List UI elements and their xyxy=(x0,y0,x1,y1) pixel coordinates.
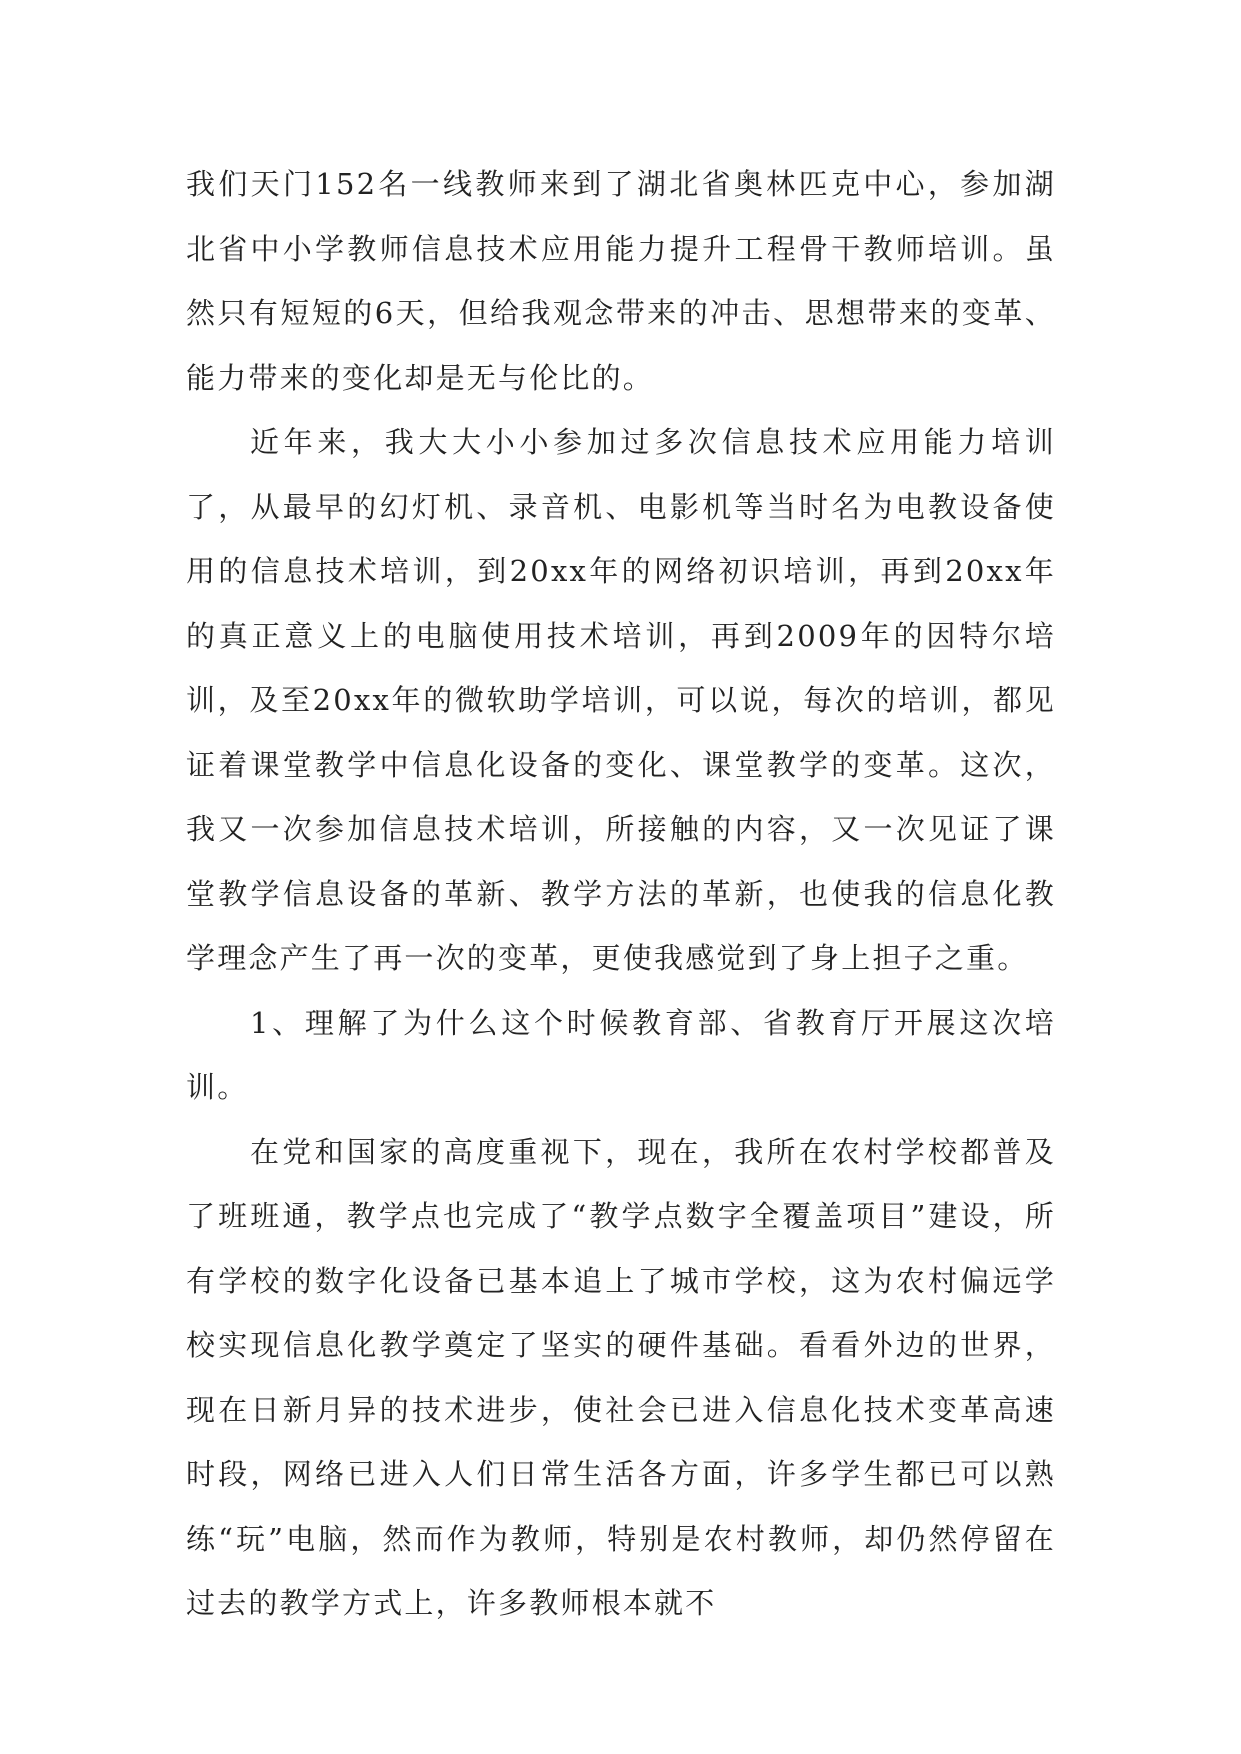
paragraph-2: 近年来，我大大小小参加过多次信息技术应用能力培训了，从最早的幻灯机、录音机、电影机等当时名为电教设备使用的信息技术培训，到20xx年的网络初识培训，再到20xx年的真正意义上的电脑使用技术培训，再到2009年的因特尔培训，及至20xx年的微软助学培训，可以说，每次的培训，都见证着课堂教学中信息化设备的变化、课堂教学的变革。这次，我又一次参加信息技术培训，所接触的内容，又一次见证了课堂教学信息设备的革新、教学方法的革新，也使我的信息化教学理念产生了再一次的变革，更使我感觉到了身上担子之重。 xyxy=(186,425,1056,975)
paragraph-3: 1、理解了为什么这个时候教育部、省教育厅开展这次培训。 xyxy=(186,1005,1056,1104)
paragraph-4: 在党和国家的高度重视下，现在，我所在农村学校都普及了班班通，教学点也完成了“教学点数字全覆盖项目”建设，所有学校的数字化设备已基本追上了城市学校，这为农村偏远学校实现信息化教学奠定了坚实的硬件基础。看看外边的世界，现在日新月异的技术进步，使社会已进入信息化技术变革高速时段，网络已进入人们日常生活各方面，许多学生都已可以熟练“玩”电脑，然而作为教师，特别是农村教师，却仍然停留在过去的教学方式上，许多教师根本就不 xyxy=(186,1134,1056,1620)
document-body xyxy=(186,152,1056,1636)
paragraph-1: 我们天门152名一线教师来到了湖北省奥林匹克中心，参加湖北省中小学教师信息技术应用能力提升工程骨干教师培训。虽然只有短短的6天，但给我观念带来的冲击、思想带来的变革、能力带来的变化却是无与伦比的。 xyxy=(186,167,1056,395)
